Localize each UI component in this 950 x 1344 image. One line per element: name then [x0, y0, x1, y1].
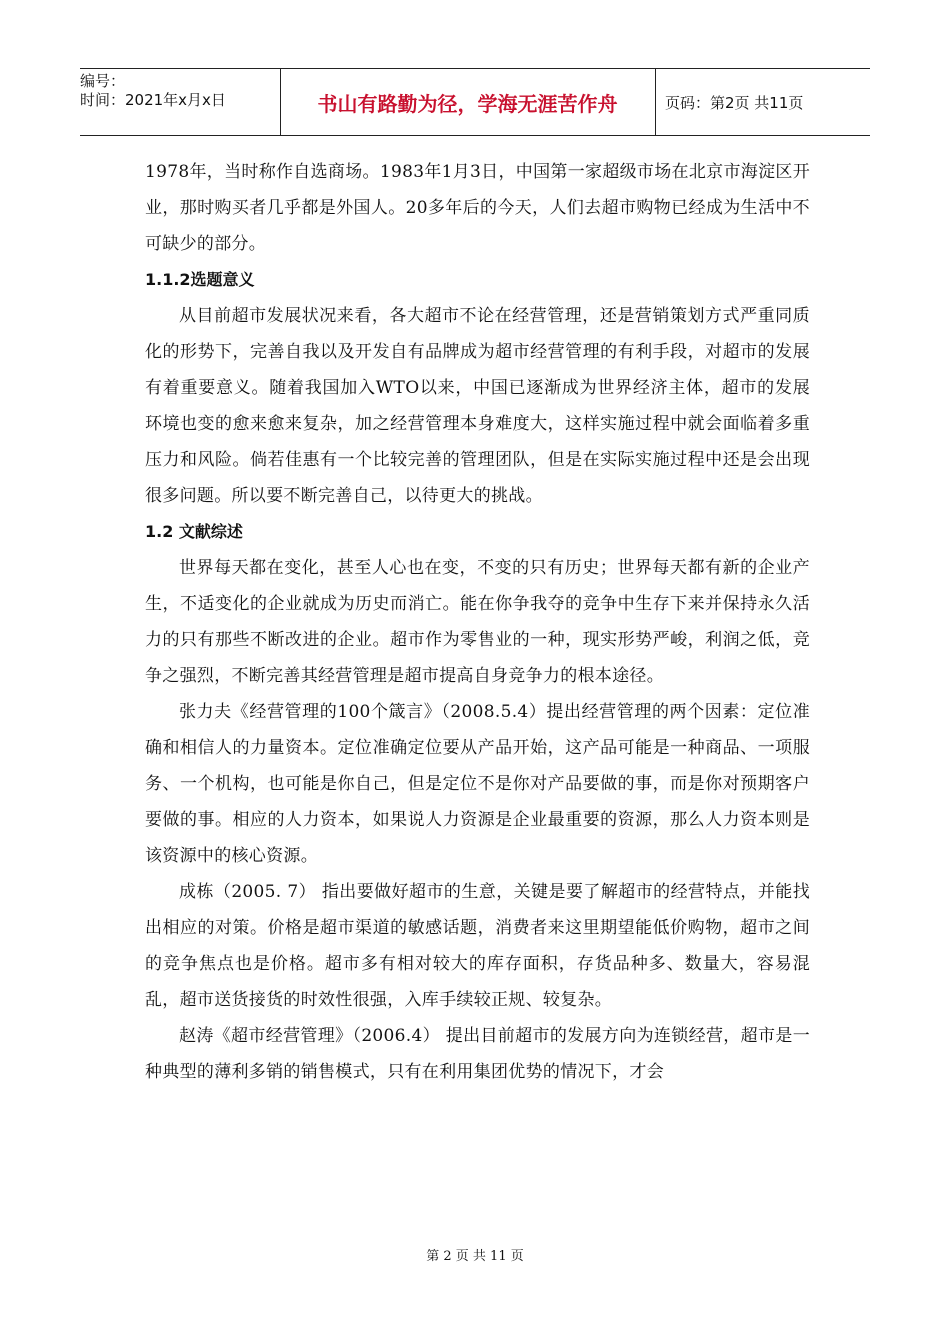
document-body — [145, 154, 810, 1090]
paragraph-cheng-dong: 成栋（2005. 7） 指出要做好超市的生意，关键是要了解超市的经营特点，并能找出相应的对策。价格是超市渠道的敏感话题，消费者来这里期望能低价购物，超市之间的竞争焦点也是价格。超市多有相对较大的库存面积，存货品种多、数量大，容易混乱，超市送货接货的时效性很强，入库手续较正规、较复杂。 — [145, 882, 810, 1010]
header-page-code: 页码：第2页 共11页 — [665, 93, 804, 112]
section-heading-1-2: 1.2 文献综述 — [145, 522, 243, 541]
page-header — [80, 68, 870, 136]
paragraph-zhang-lifu: 张力夫《经营管理的100个箴言》（2008.5.4）提出经营管理的两个因素：定位准确和相信人的力量资本。定位准确定位要从产品开始，这产品可能是一种商品、一项服务、一个机构，也可能是你自己，但是定位不是你对产品要做的事，而是你对预期客户要做的事。相应的人力资本，如果说人力资源是企业最重要的资源，那么人力资本则是该资源中的核心资源。 — [145, 702, 810, 866]
paragraph-intro-continued: 1978年，当时称作自选商场。1983年1月3日，中国第一家超级市场在北京市海淀区开业，那时购买者几乎都是外国人。20多年后的今天，人们去超市购物已经成为生活中不可缺少的部分。 — [145, 162, 810, 254]
paragraph-literature-overview: 世界每天都在变化，甚至人心也在变，不变的只有历史；世界每天都有新的企业产生，不适变化的企业就成为历史而消亡。能在你争我夺的竞争中生存下来并保持永久活力的只有那些不断改进的企业。超市作为零售业的一种，现实形势严峻，利润之低，竞争之强烈，不断完善其经营管理是超市提高自身竞争力的根本途径。 — [145, 558, 810, 686]
header-motto: 书山有路勤为径，学海无涯苦作舟 — [317, 91, 618, 116]
page-footer: 第 2 页 共 11 页 — [426, 1249, 524, 1264]
paragraph-zhao-tao: 赵涛《超市经营管理》（2006.4） 提出目前超市的发展方向为连锁经营，超市是一种典型的薄利多销的销售模式，只有在利用集团优势的情况下，才会 — [145, 1026, 810, 1082]
time-label: 时间：2021年x月x日 — [80, 91, 226, 109]
paragraph-topic-significance: 从目前超市发展状况来看，各大超市不论在经营管理，还是营销策划方式严重同质化的形势下，完善自我以及开发自有品牌成为超市经营管理的有利手段，对超市的发展有着重要意义。随着我国加入WTO以来，中国已逐渐成为世界经济主体，超市的发展环境也变的愈来愈来复杂，加之经营管理本身难度大，这样实施过程中就会面临着多重压力和风险。倘若佳惠有一个比较完善的管理团队，但是在实际实施过程中还是会出现很多问题。所以要不断完善自己，以待更大的挑战。 — [145, 306, 810, 506]
serial-label: 编号： — [80, 72, 126, 90]
header-meta — [80, 69, 280, 135]
section-heading-1-1-2: 1.1.2选题意义 — [145, 270, 255, 289]
